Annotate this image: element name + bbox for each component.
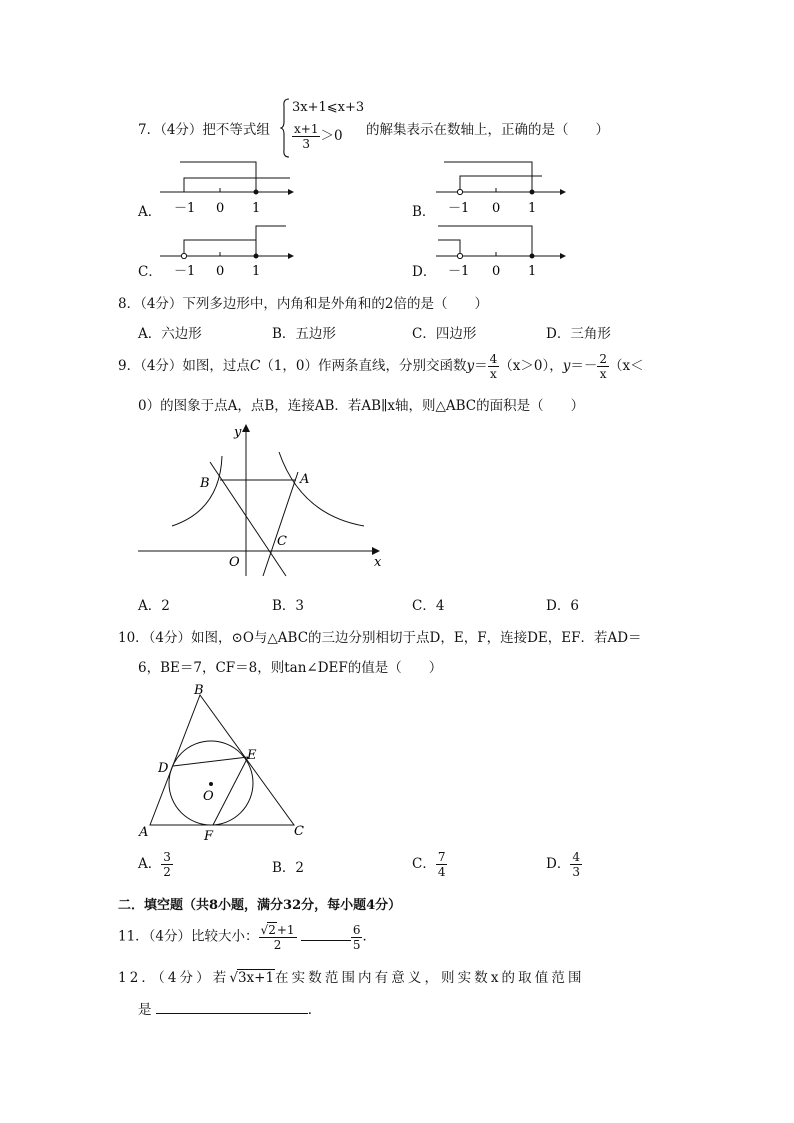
q9-label-y: y (234, 425, 242, 440)
q10-option-b: B．2 (272, 860, 305, 876)
q9-label-x: x (374, 555, 382, 570)
q9-label-b: B (200, 476, 210, 491)
q7-option-d-numberline (436, 218, 571, 278)
q9-frac2 (597, 352, 609, 381)
q7-gt-zero: ＞0 (320, 128, 343, 144)
brace-icon (280, 98, 290, 158)
q9-stem-line1 (118, 352, 644, 381)
q9-frac1 (488, 352, 500, 381)
q7-option-c-numberline (160, 218, 295, 278)
q9-line-bc (210, 462, 286, 576)
q7-b-tick-1: 1 (528, 201, 537, 216)
q7-a-tick-0: 0 (216, 201, 225, 216)
q9-point-c: C (249, 358, 261, 374)
q10-d-num: 4 (572, 850, 580, 864)
q11-lhs-den: 2 (273, 938, 282, 952)
q9-option-b: B．3 (272, 598, 305, 614)
q10-figure (136, 680, 316, 845)
q12-answer-blank[interactable] (156, 1013, 308, 1014)
q10-option-c (412, 850, 447, 879)
q11-prefix: 11．（4分）比较大小： (118, 928, 259, 945)
q7-inequality-1: 3x+1⩽x+3 (292, 100, 365, 115)
q9-label-c: C (277, 534, 287, 549)
q7-option-d-label: D． (412, 264, 437, 280)
q7-c-tick-1: 1 (252, 264, 261, 278)
q9-option-c: C．4 (412, 598, 445, 614)
q10-label-e: E (247, 748, 257, 763)
q7-d-tick-0: 0 (492, 264, 501, 278)
q10-label-b: B (194, 683, 204, 698)
q11-rhs-num: 6 (352, 922, 361, 937)
q7-stem (138, 118, 270, 138)
q10-option-a-label: A． (138, 856, 162, 872)
q7-system-brace (280, 98, 290, 158)
q10-c-den: 4 (437, 865, 446, 879)
q7-fraction (292, 122, 320, 151)
q8-stem: 8．（4分）下列多边形中，内角和是外角和的2倍的是（ ） (118, 296, 489, 312)
q11-lhs-frac (259, 922, 297, 952)
q12-stem-line1 (118, 966, 585, 986)
q7-c-tick-0: 0 (216, 264, 225, 278)
q9-label-o: O (229, 555, 240, 570)
q9-figure (136, 420, 386, 580)
q9-frac1-den: x (490, 367, 497, 381)
q7-d-tick-neg1: －1 (448, 264, 470, 278)
q7-option-b-label: B． (412, 204, 436, 220)
q10-segment-de (173, 757, 248, 766)
q9-y2: y (562, 358, 571, 374)
q7-inequality-2 (292, 122, 343, 151)
section2-title: 二．填空题（共8小题，满分32分，每小题4分） (118, 898, 402, 913)
q9-curve-right (279, 452, 364, 526)
q12-prefix: 12．（4分）若 (118, 970, 230, 986)
q9-eq2: ＝－ (570, 358, 598, 374)
q9-y1: y (466, 358, 475, 374)
q9-y-axis-arrow (242, 424, 250, 432)
q9-frac2-den: x (599, 367, 607, 381)
q7-option-a-numberline (160, 158, 295, 218)
q7-d-tick-1: 1 (528, 264, 537, 278)
q9-option-d: D．6 (546, 598, 579, 614)
q7-prefix: 7．（4分）把不等式组 (138, 122, 270, 138)
q12-sqrt: √3x+1 (229, 970, 275, 986)
q12-line2: 是 (138, 1002, 152, 1018)
q9-line-ac (263, 472, 298, 576)
q10-option-d-label: D． (546, 856, 571, 872)
q11-end: ． (362, 928, 376, 945)
q10-d-den: 3 (572, 865, 580, 879)
q7-option-c-label: C． (138, 264, 162, 280)
q11-num-tail: +1 (276, 923, 295, 937)
q12-end: ． (307, 1002, 322, 1018)
q11-lhs-num: √2+1 (260, 923, 295, 937)
q9-option-a: A．2 (138, 598, 170, 614)
q12-stem-line2 (138, 998, 321, 1018)
q11-stem (118, 922, 376, 952)
q9-stem-line2: 0）的图象于点A，点B，连接AB．若AB∥x轴，则△ABC的面积是（ ） (138, 398, 585, 414)
q9-curve-left (172, 456, 222, 526)
q9-p2: （1，0）作两条直线，分别交函数 (260, 358, 467, 374)
q8-option-b: B．五边形 (272, 326, 336, 342)
q7-b-tick-0: 0 (492, 201, 501, 216)
q7-c-tick-neg1: －1 (174, 264, 196, 278)
q8-option-c: C．四边形 (412, 326, 477, 342)
q10-option-a (138, 850, 173, 879)
q11-rhs-den: 5 (352, 937, 361, 952)
q7-option-a-label: A． (138, 204, 162, 220)
q10-label-f: F (204, 829, 214, 844)
q11-sqrt-arg: 2 (268, 923, 276, 937)
q10-c-num: 7 (437, 850, 446, 864)
q11-answer-blank[interactable] (301, 940, 351, 941)
q12-sqrt-arg: 3x+1 (237, 970, 275, 986)
q9-label-a: A (300, 472, 310, 487)
q7-frac-den: 3 (302, 137, 311, 151)
q9-cond1: （x＞0）， (499, 358, 563, 374)
q10-option-c-label: C． (412, 856, 436, 872)
q9-eq1: ＝ (474, 358, 488, 374)
q10-option-a-frac (161, 850, 173, 879)
q7-frac-num: x+1 (294, 122, 319, 136)
q9-p1: 9．（4分）如图，过点 (118, 358, 250, 374)
q10-label-o: O (203, 789, 214, 804)
q10-option-d-frac (570, 850, 582, 879)
q7-option-b-numberline (436, 158, 571, 218)
q7-a-tick-neg1: －1 (174, 201, 196, 216)
q10-stem-line1: 10．（4分）如图，⊙O与△ABC的三边分别相切于点D，E，F，连接DE，EF．若AD＝ (118, 630, 642, 646)
q7-b-tick-neg1: －1 (448, 201, 470, 216)
q12-middle: 在实数范围内有意义，则实数x的取值范围 (275, 970, 585, 986)
q10-label-a: A (139, 825, 149, 840)
q10-a-den: 2 (163, 865, 171, 879)
q10-center-dot (209, 782, 213, 786)
q7-a-tick-1: 1 (252, 201, 261, 216)
q8-option-a: A．六边形 (138, 326, 202, 342)
q10-label-c: C (294, 824, 304, 839)
q10-a-num: 3 (163, 850, 171, 864)
q7-suffix: 的解集表示在数轴上，正确的是（ ） (366, 122, 609, 138)
q9-cond2a: （x＜ (608, 358, 644, 374)
q11-rhs-frac (351, 923, 363, 952)
q8-option-d: D．三角形 (546, 326, 611, 342)
q10-label-d: D (158, 761, 169, 776)
q10-option-c-frac (436, 850, 448, 879)
q9-frac2-num: 2 (599, 352, 607, 366)
q10-segment-ef (213, 757, 248, 825)
q10-stem-line2: 6，BE＝7，CF＝8，则tan∠DEF的值是（ ） (138, 660, 443, 676)
q10-option-d (546, 850, 582, 879)
q9-x-axis-arrow (372, 547, 380, 555)
q9-frac1-num: 4 (489, 352, 498, 366)
